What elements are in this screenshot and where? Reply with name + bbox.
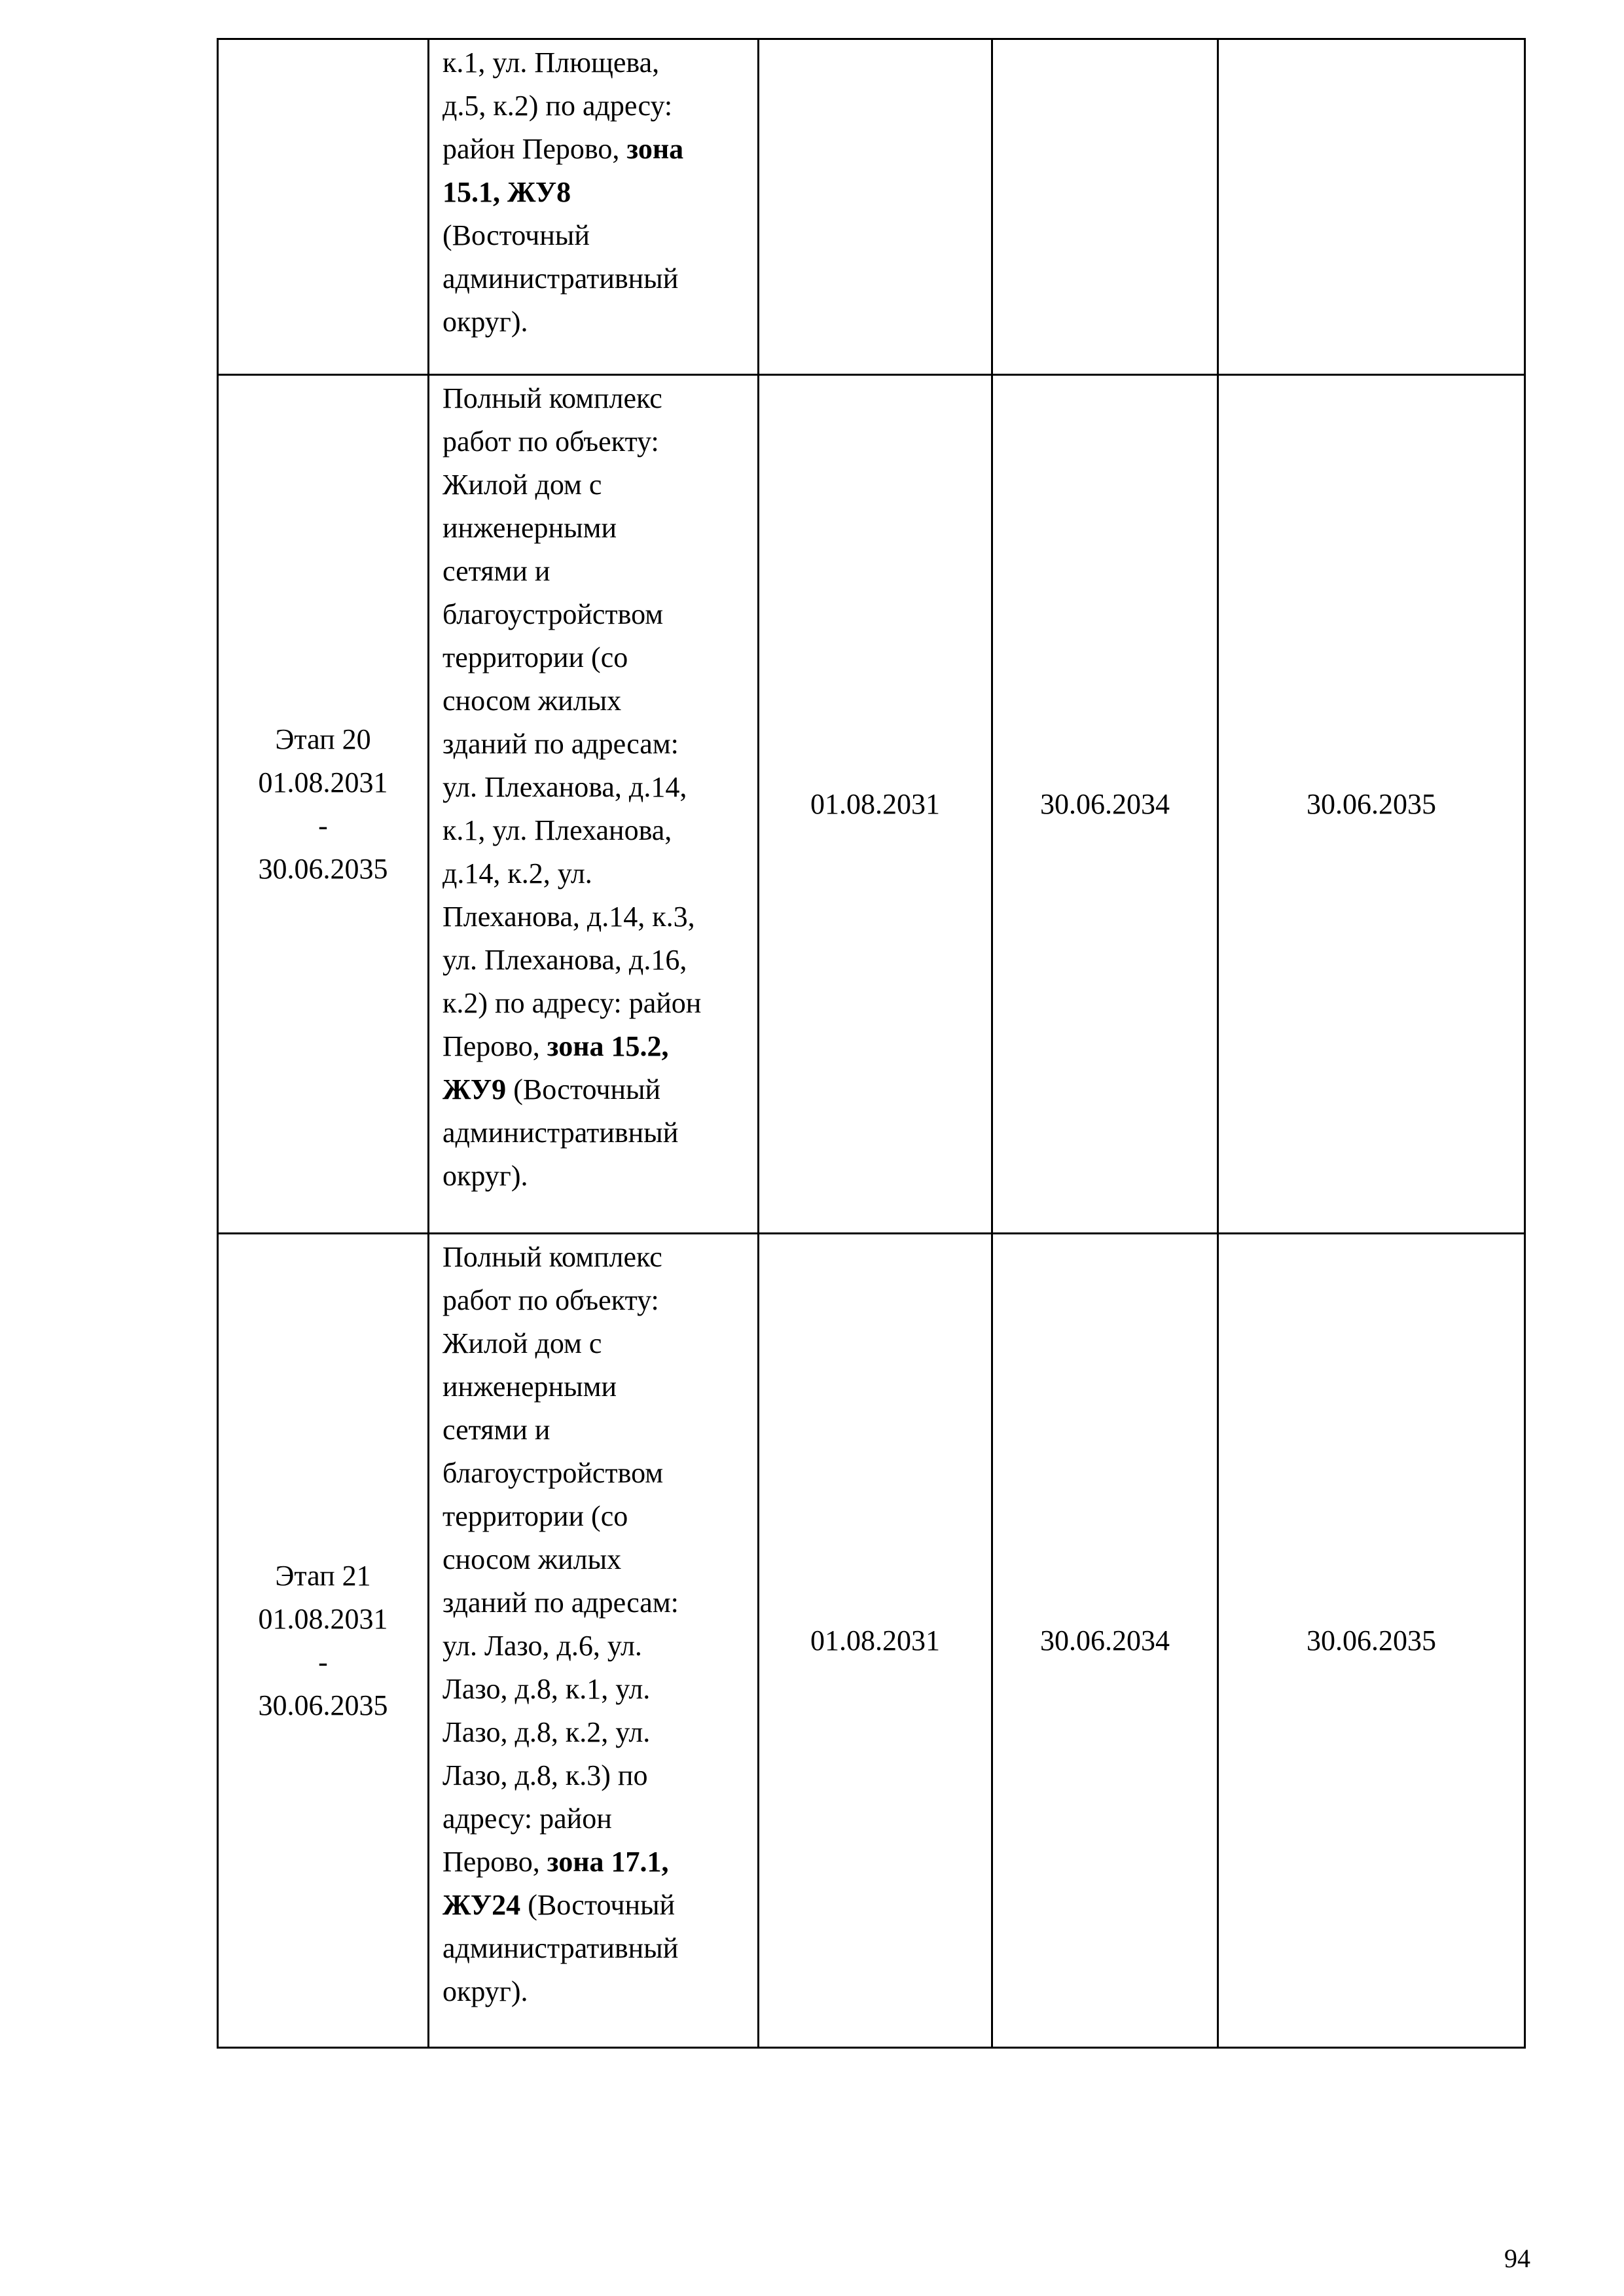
stage-cell: [218, 39, 429, 375]
stage-start: 01.08.2031: [258, 1602, 388, 1635]
start-date-cell: 01.08.2031: [759, 375, 992, 1234]
start-date-cell: 01.08.2031: [759, 1234, 992, 2048]
stage-dash: -: [318, 1645, 328, 1678]
description-tail: (Восточный административный округ).: [442, 1073, 679, 1192]
stage-cell: [218, 375, 429, 1234]
description-tail: (Восточный административный округ).: [442, 1889, 679, 2007]
table-row: [218, 39, 1525, 375]
description-cell: [429, 1234, 759, 2048]
table-row: [218, 375, 1525, 1234]
stage-cell: [218, 1234, 429, 2048]
final-date-cell: [1218, 39, 1525, 375]
start-date-cell: [759, 39, 992, 375]
description-text: Полный комплекс работ по объекту: Жилой дом с инженерными сетями и благоустройством территории (со сносом жилых зданий по адресам: ул. Плеханова, д.14, к.1, ул. Плеханова, д.14, к.2, ул. Плеханова, д.14, к.3, ул. Плеханова, д.16, к.2) по адресу: район Перово,: [442, 382, 702, 1062]
description-zone: зона 15.1, ЖУ8: [442, 133, 684, 208]
stage-name: Этап 21: [275, 1559, 371, 1592]
description-zone: зона 17.1, ЖУ24: [442, 1846, 669, 1921]
stage-end: 30.06.2035: [258, 1689, 388, 1721]
end-date-cell: 30.06.2034: [992, 375, 1218, 1234]
table-row: [218, 1234, 1525, 2048]
description-text: к.1, ул. Плющева, д.5, к.2) по адресу: район Перово,: [442, 46, 673, 165]
stage-end: 30.06.2035: [258, 852, 388, 885]
description-zone: зона 15.2, ЖУ9: [442, 1030, 669, 1105]
stage-name: Этап 20: [275, 723, 371, 755]
stage-dash: -: [318, 809, 328, 842]
schedule-table: [217, 38, 1526, 2049]
page-number: 94: [1504, 2244, 1530, 2273]
stage-start: 01.08.2031: [258, 766, 388, 798]
final-date-cell: 30.06.2035: [1218, 1234, 1525, 2048]
final-date-cell: 30.06.2035: [1218, 375, 1525, 1234]
description-cell: [429, 39, 759, 375]
end-date-cell: 30.06.2034: [992, 1234, 1218, 2048]
description-tail: (Восточный административный округ).: [442, 219, 679, 338]
description-text: Полный комплекс работ по объекту: Жилой дом с инженерными сетями и благоустройством территории (со сносом жилых зданий по адресам: ул. Лазо, д.6, ул. Лазо, д.8, к.1, ул. Лазо, д.8, к.2, ул. Лазо, д.8, к.3) по адресу: район Перово,: [442, 1241, 679, 1878]
description-cell: [429, 375, 759, 1234]
end-date-cell: [992, 39, 1218, 375]
